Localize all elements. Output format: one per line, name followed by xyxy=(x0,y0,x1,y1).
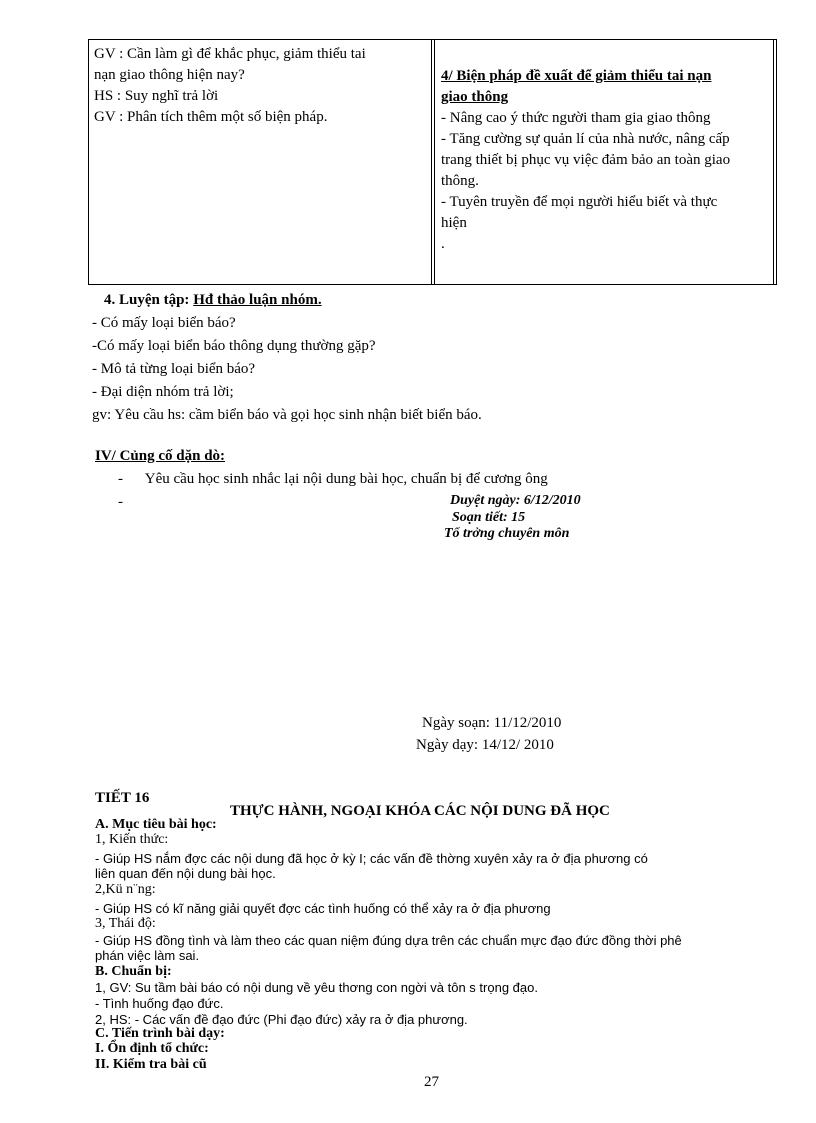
skill-line-1: - Giúp HS có kĩ năng giải quyết đợc các tình huống có thể xảy ra ở địa phương xyxy=(95,901,551,916)
table-text-line: HS : Suy nghĩ trả lời xyxy=(94,88,219,104)
table-cell-content xyxy=(441,66,771,255)
knowledge-line-1: - Giúp HS nắm đợc các nội dung đã học ở kỳ I; các vấn đề thờng xuyên xảy ra ở địa phương có xyxy=(95,851,648,866)
section-heading: 4/ Biện pháp đề xuất để giảm thiểu tai nạn xyxy=(441,68,712,84)
section-ii-heading: II. Kiểm tra bài cũ xyxy=(95,1057,207,1072)
practice-label: 4. Luyện tập: xyxy=(104,292,190,308)
table-text-line: - Nâng cao ý thức người tham gia giao thông xyxy=(441,110,711,126)
attitude-heading: 3, Thái độ: xyxy=(95,916,156,931)
bullet-dash: - xyxy=(118,471,123,487)
table-cell-activities xyxy=(94,44,426,128)
table-divider xyxy=(434,40,435,284)
approval-date: Duyệt ngày: 6/12/2010 xyxy=(450,493,581,508)
skill-heading: 2,Kü n¨ng: xyxy=(95,882,156,897)
table-text-line: hiện xyxy=(441,215,467,231)
table-text-line: GV : Phân tích thêm một số biện pháp. xyxy=(94,109,328,125)
approval-period: Soạn tiết: 15 xyxy=(452,510,526,525)
table-text-line: nạn giao thông hiện nay? xyxy=(94,67,245,83)
prep-line-2: - Tình huống đạo đức. xyxy=(95,996,224,1011)
knowledge-line-2: liên quan đến nội dung bài học. xyxy=(95,866,276,881)
prepared-date: Ngày soạn: 11/12/2010 xyxy=(422,715,562,731)
attitude-line-1: - Giúp HS đồng tình và làm theo các quan niệm đúng dựa trên các chuẩn mực đạo đức đồng thời phê xyxy=(95,933,682,948)
bullet-dash: - xyxy=(118,494,123,510)
prep-line-3: 2, HS: - Các vấn đề đạo đức (Phi đạo đức) xảy ra ở địa phương. xyxy=(95,1012,468,1027)
list-item: gv: Yêu cầu hs: cầm biển báo và gọi học sinh nhận biết biển báo. xyxy=(92,407,482,423)
section-c-heading: C. Tiến trình bài dạy: xyxy=(95,1026,225,1041)
table-text-line: GV : Cần làm gì để khắc phục, giảm thiểu tai xyxy=(94,46,366,62)
section-a-heading: A. Mục tiêu bài học: xyxy=(95,817,217,832)
page-number: 27 xyxy=(424,1074,439,1090)
prep-line-1: 1, GV: Su tầm bài báo có nội dung về yêu thơng con ngời và tôn s trọng đạo. xyxy=(95,980,538,995)
table-divider-inner xyxy=(431,40,432,284)
list-item: - Mô tả từng loại biển báo? xyxy=(92,361,256,377)
table-text-line: . xyxy=(441,236,445,252)
section-heading: giao thông xyxy=(441,89,509,105)
section-i-heading: I. Ổn định tổ chức: xyxy=(95,1041,209,1056)
consolidation-heading: IV/ Củng cố dặn dò: xyxy=(95,448,226,464)
knowledge-heading: 1, Kiến thức: xyxy=(95,832,169,847)
table-text-line: thông. xyxy=(441,173,479,189)
practice-list xyxy=(92,313,482,428)
table-text-line: trang thiết bị phục vụ việc đảm bảo an toàn giao xyxy=(441,152,731,168)
list-item: - Đại diện nhóm trả lời; xyxy=(92,384,234,400)
content-table xyxy=(88,39,777,285)
practice-heading xyxy=(104,290,322,311)
consolidation-bullet-1 xyxy=(118,469,548,490)
list-item: - Có mấy loại biển báo? xyxy=(92,315,236,331)
approval-signer: Tổ trởng chuyên môn xyxy=(444,526,570,541)
table-text-line: - Tăng cường sự quản lí của nhà nước, nâng cấp xyxy=(441,131,730,147)
section-b-heading: B. Chuẩn bị: xyxy=(95,964,172,979)
bullet-text: Yêu cầu học sinh nhắc lại nội dung bài học, chuẩn bị để cương ông xyxy=(144,471,548,487)
practice-activity: Hđ thảo luận nhóm. xyxy=(193,292,322,308)
attitude-line-2: phán việc làm sai. xyxy=(95,948,200,963)
list-item: -Có mấy loại biển báo thông dụng thường gặp? xyxy=(92,338,376,354)
table-text-line: - Tuyên truyền để mọi người hiểu biết và thực xyxy=(441,194,718,210)
lesson-title: THỰC HÀNH, NGOẠI KHÓA CÁC NỘI DUNG ĐÃ HỌC xyxy=(230,803,610,819)
taught-date: Ngày dạy: 14/12/ 2010 xyxy=(416,737,554,753)
consolidation-bullet-2 xyxy=(118,492,141,513)
table-right-border-inner xyxy=(773,40,774,284)
lesson-period: TIẾT 16 xyxy=(95,790,150,806)
